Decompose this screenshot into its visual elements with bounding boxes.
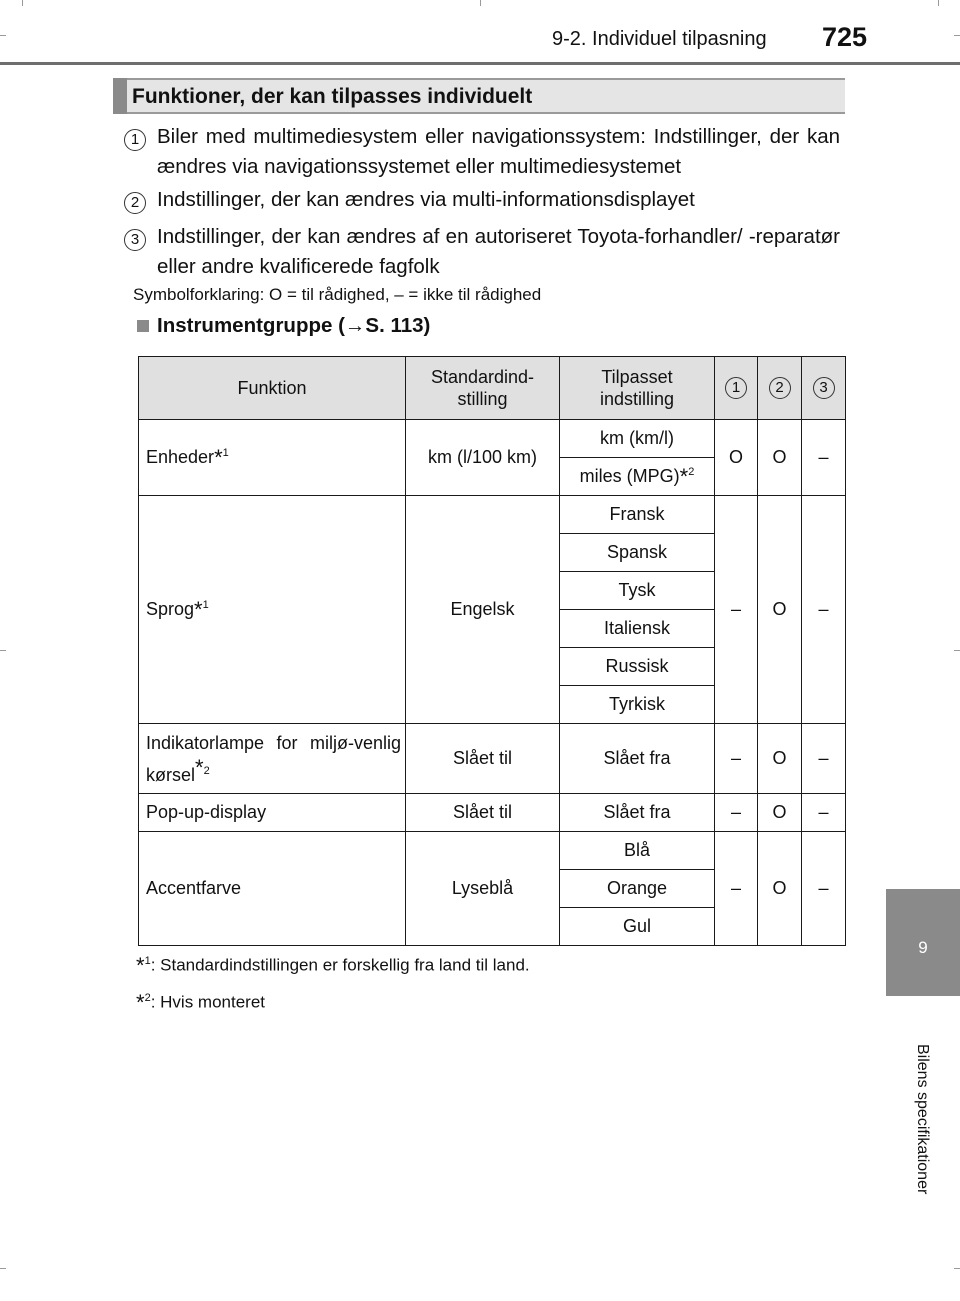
availability-cell: – xyxy=(715,794,758,832)
crop-mark xyxy=(954,650,960,651)
page-number: 725 xyxy=(822,22,868,52)
section-heading-bar xyxy=(113,78,127,114)
default-cell: Slået til xyxy=(406,724,560,794)
availability-cell: – xyxy=(802,496,846,724)
circled-number-1-icon: 1 xyxy=(124,129,146,151)
function-cell: Pop-up-display xyxy=(139,794,406,832)
function-cell: Accentfarve xyxy=(139,832,406,946)
option-cell: Gul xyxy=(560,908,715,946)
availability-cell: O xyxy=(758,420,802,496)
header-col-1 xyxy=(715,357,758,420)
circled-number-2-icon: 2 xyxy=(769,377,791,399)
chapter-title: 9-2. Individuel tilpasning xyxy=(552,28,767,50)
option-cell: Tyrkisk xyxy=(560,686,715,724)
availability-cell: O xyxy=(758,724,802,794)
crop-mark xyxy=(0,1268,6,1269)
function-cell: Enheder*$^1$ xyxy=(139,420,406,496)
table-row xyxy=(139,420,846,458)
option-cell: Russisk xyxy=(560,648,715,686)
availability-cell: – xyxy=(802,832,846,946)
chapter-tab-label: Bilens specifikationer xyxy=(914,1044,931,1195)
availability-cell: O xyxy=(758,496,802,724)
subsection-title: Instrumentgruppe (→S. 113) xyxy=(157,314,431,337)
chapter-tab-number: 9 xyxy=(918,938,928,957)
header-col-2 xyxy=(758,357,802,420)
availability-cell: – xyxy=(715,496,758,724)
option-cell: km (km/l) xyxy=(560,420,715,458)
option-cell: Slået fra xyxy=(560,724,715,794)
availability-cell: O xyxy=(758,832,802,946)
option-cell: Slået fra xyxy=(560,794,715,832)
table-row xyxy=(139,724,846,794)
option-cell: Orange xyxy=(560,870,715,908)
option-cell: Spansk xyxy=(560,534,715,572)
availability-cell: – xyxy=(802,724,846,794)
availability-cell: – xyxy=(802,420,846,496)
header-function: Funktion xyxy=(139,357,406,420)
header-rule xyxy=(0,62,960,65)
item-1-text: Biler med multimediesystem eller navigationssystem: Indstillinger, der kan ændres via navigationssystemet eller multimediesystemet xyxy=(157,125,840,178)
customization-table xyxy=(138,356,846,946)
default-cell: Slået til xyxy=(406,794,560,832)
header-default: Standardind- stilling xyxy=(406,357,560,420)
table-row xyxy=(139,832,846,870)
option-cell: Italiensk xyxy=(560,610,715,648)
availability-cell: – xyxy=(715,832,758,946)
function-cell: Sprog*$^1$ xyxy=(139,496,406,724)
option-cell: miles (MPG)*$^2$ xyxy=(560,458,715,496)
symbol-legend: Symbolforklaring: O = til rådighed, – = ikke til rådighed xyxy=(133,285,542,304)
default-cell: Engelsk xyxy=(406,496,560,724)
header-col-3 xyxy=(802,357,846,420)
availability-cell: O xyxy=(758,794,802,832)
crop-mark xyxy=(480,0,481,6)
header-custom: Tilpasset indstilling xyxy=(560,357,715,420)
function-cell: Indikatorlampe for miljø-venlig kørsel*$^2$ xyxy=(139,724,406,794)
circled-number-2-icon: 2 xyxy=(124,192,146,214)
crop-mark xyxy=(954,1268,960,1269)
crop-mark xyxy=(938,0,939,6)
default-cell: Lyseblå xyxy=(406,832,560,946)
item-2-text: Indstillinger, der kan ændres via multi-informationsdisplayet xyxy=(157,188,695,211)
crop-mark xyxy=(0,35,6,36)
availability-cell: – xyxy=(802,794,846,832)
circled-number-3-icon: 3 xyxy=(813,377,835,399)
crop-mark xyxy=(954,35,960,36)
availability-cell: – xyxy=(715,724,758,794)
item-3-text: Indstillinger, der kan ændres af en autoriseret Toyota-forhandler/ -reparatør eller andre kvalificerede fagfolk xyxy=(157,225,840,278)
square-bullet-icon xyxy=(137,320,149,332)
table-row xyxy=(139,794,846,832)
availability-cell: O xyxy=(715,420,758,496)
option-cell: Blå xyxy=(560,832,715,870)
circled-number-1-icon: 1 xyxy=(725,377,747,399)
section-title: Funktioner, der kan tilpasses individuelt xyxy=(132,85,533,108)
option-cell: Fransk xyxy=(560,496,715,534)
table-header-row xyxy=(139,357,846,420)
footnote-1: *$^1$: Standardindstillingen er forskellig fra land til land. xyxy=(136,953,530,978)
table-row xyxy=(139,496,846,534)
footnote-2: *$^2$: Hvis monteret xyxy=(136,990,265,1015)
default-cell: km (l/100 km) xyxy=(406,420,560,496)
circled-number-3-icon: 3 xyxy=(124,229,146,251)
crop-mark xyxy=(22,0,23,6)
crop-mark xyxy=(0,650,6,651)
option-cell: Tysk xyxy=(560,572,715,610)
